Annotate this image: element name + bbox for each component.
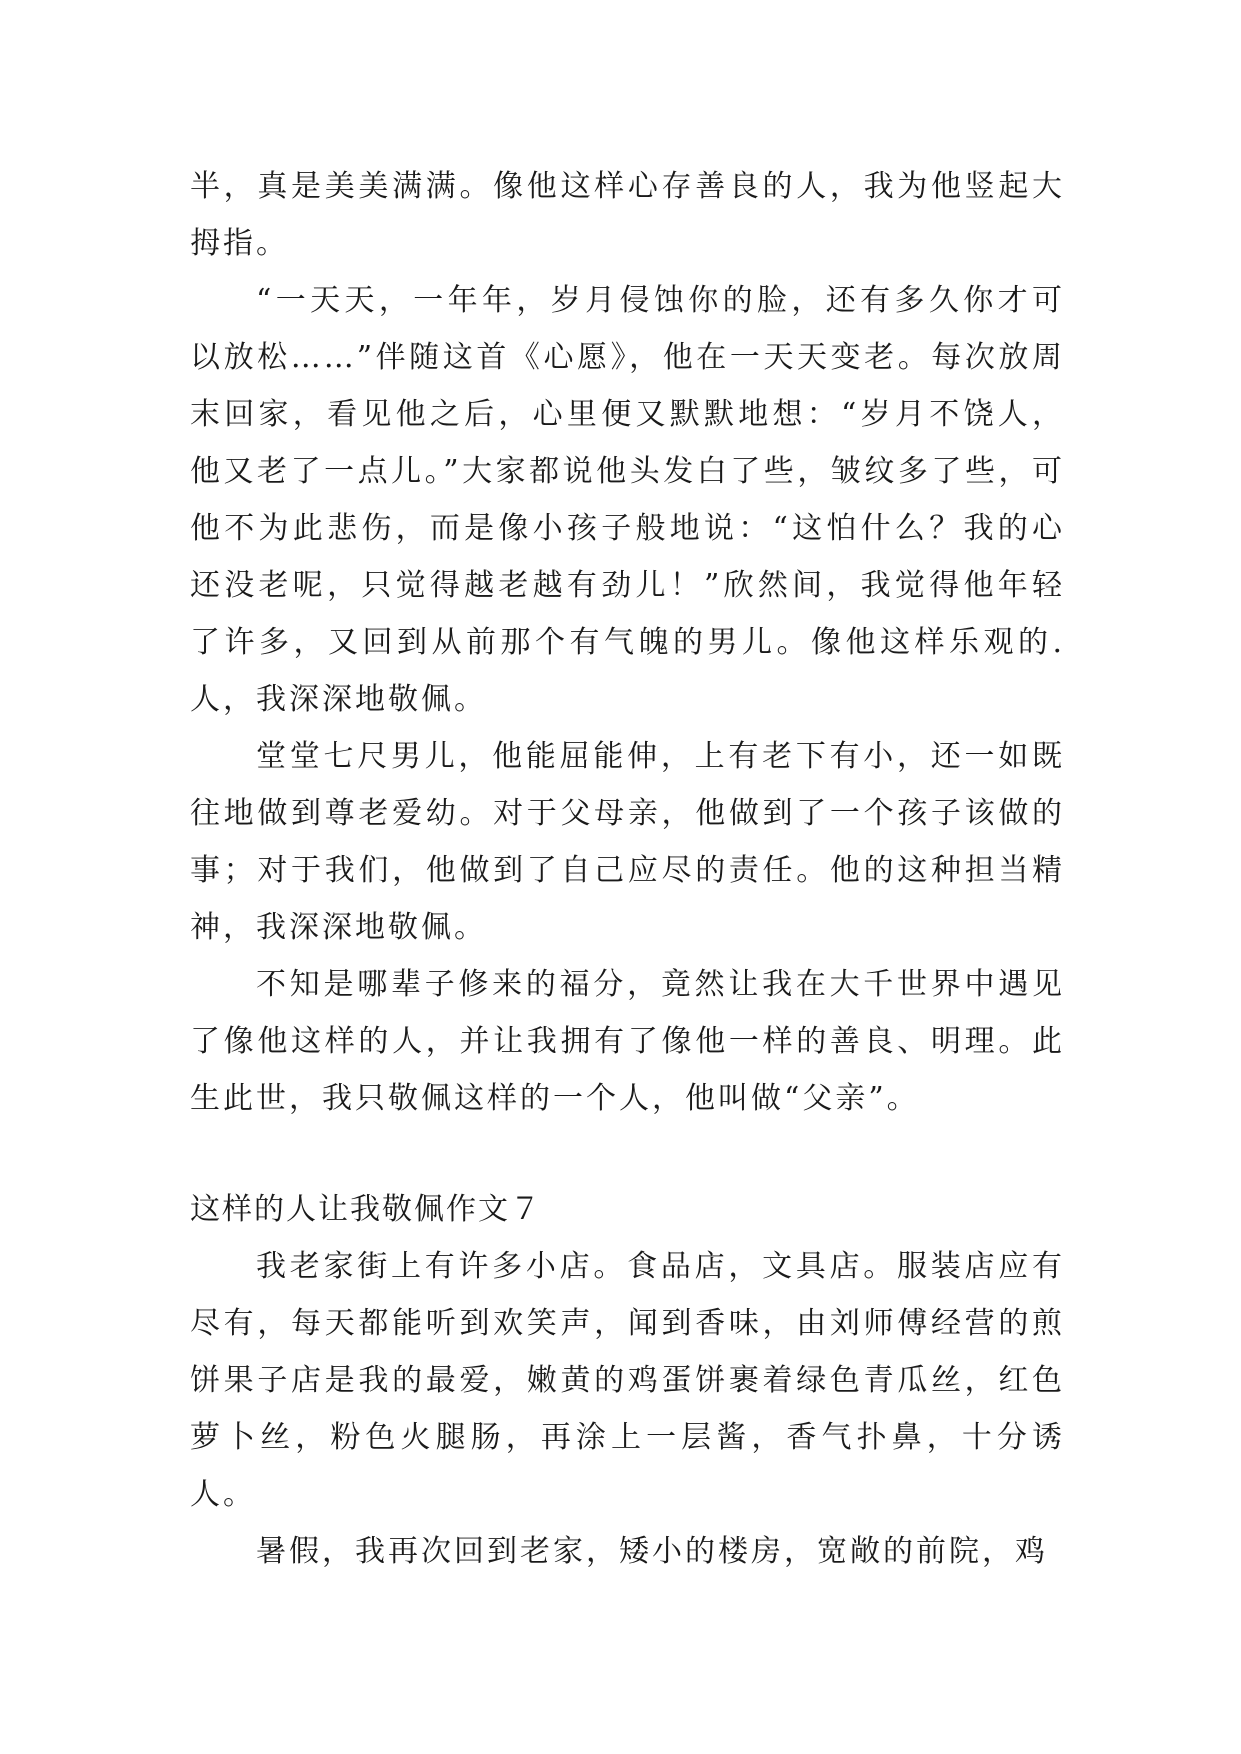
paragraph-conclusion: 不知是哪辈子修来的福分，竟然让我在大千世界中遇见了像他这样的人，并让我拥有了像他一样的善良、明理。此生此世，我只敬佩这样的一个人，他叫做“父亲”。 <box>190 967 1065 1116</box>
paragraph-shops: 我老家街上有许多小店。食品店，文具店。服装店应有尽有，每天都能听到欢笑声，闻到香味，由刘师傅经营的煎饼果子店是我的最爱，嫩黄的鸡蛋饼裹着绿色青瓜丝，红色萝卜丝，粉色火腿肠，再涂上一层酱，香气扑鼻，十分诱人。 <box>190 1249 1065 1512</box>
paragraph-continued: 半，真是美美满满。像他这样心存善良的人，我为他竖起大拇指。 <box>190 169 1065 261</box>
paragraph-summer: 暑假，我再次回到老家，矮小的楼房，宽敞的前院，鸡 <box>256 1534 1048 1569</box>
paragraph-aging: “一天天，一年年，岁月侵蚀你的脸，还有多久你才可以放松……”伴随这首《心愿》，他在一天天变老。每次放周末回家，看见他之后，心里便又默默地想：“岁月不饶人，他又老了一点儿。”大家都说他头发白了些，皱纹多了些，可他不为此悲伤，而是像小孩子般地说：“这怕什么？我的心还没老呢，只觉得越老越有劲儿！”欣然间，我觉得他年轻了许多，又回到从前那个有气魄的男儿。像他这样乐观的.人，我深深地敬佩。 <box>190 283 1065 717</box>
section-title: 这样的人让我敬佩作文７ <box>190 1192 542 1227</box>
document-body <box>190 158 1065 1580</box>
paragraph-responsibility: 堂堂七尺男儿，他能屈能伸，上有老下有小，还一如既往地做到尊老爱幼。对于父母亲，他做到了一个孩子该做的事；对于我们，他做到了自己应尽的责任。他的这种担当精神，我深深地敬佩。 <box>190 739 1065 945</box>
